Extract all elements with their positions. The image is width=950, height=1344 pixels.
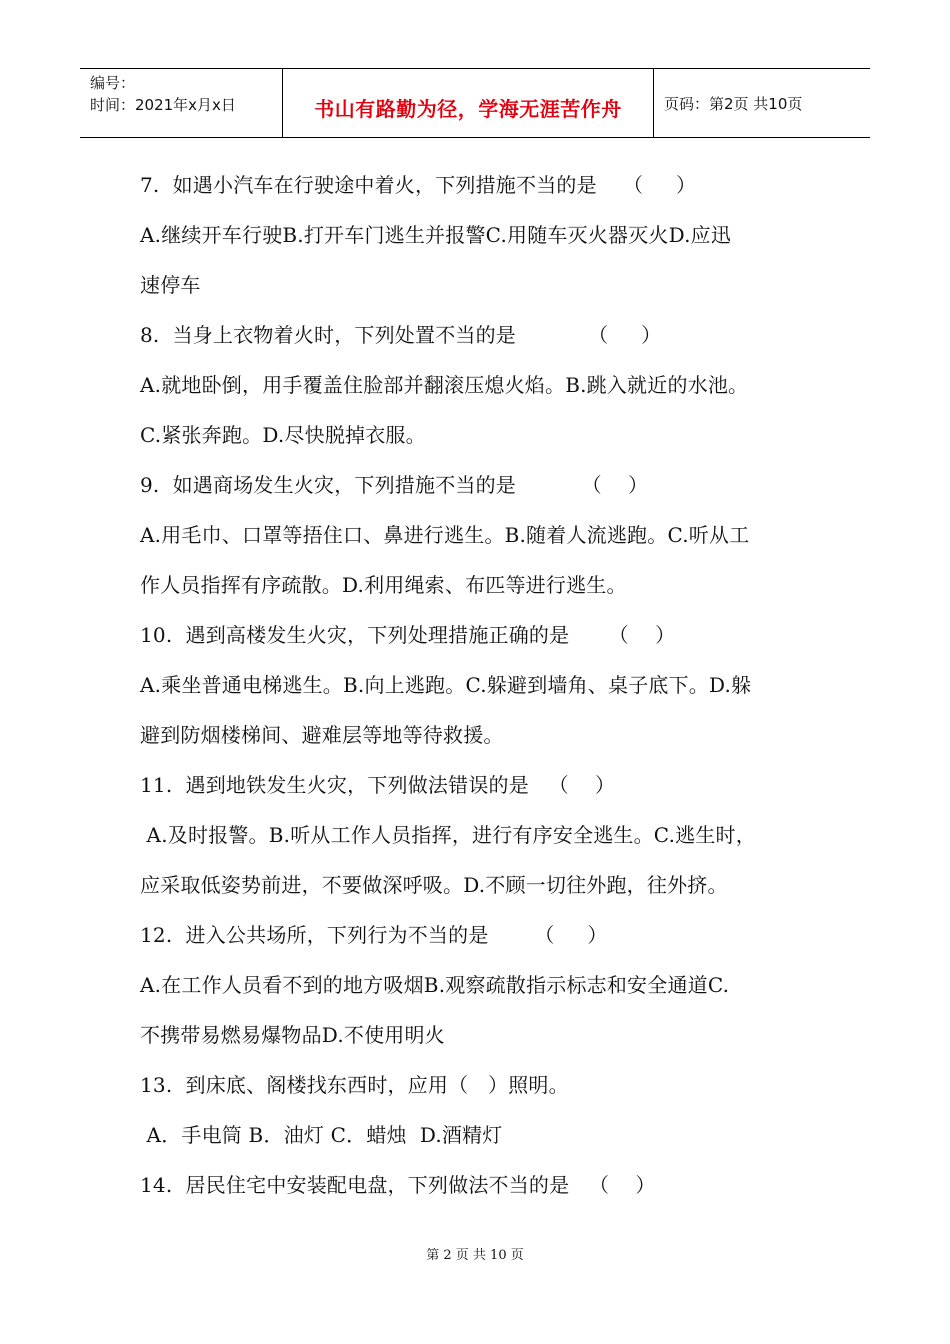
text-line: A.及时报警。B.听从工作人员指挥，进行有序安全逃生。C.逃生时， bbox=[140, 823, 756, 847]
text-line: 12. 进入公共场所，下列行为不当的是 （ ） bbox=[140, 923, 608, 947]
date-label: 时间：2021年x月x日 bbox=[90, 96, 236, 114]
text-line: A.乘坐普通电梯逃生。B.向上逃跑。C.躲避到墙角、桌子底下。D.躲 bbox=[140, 673, 752, 697]
text-line: 避到防烟楼梯间、避难层等地等待救援。 bbox=[140, 723, 504, 747]
text-line: 作人员指挥有序疏散。D.利用绳索、布匹等进行逃生。 bbox=[140, 573, 627, 597]
text-line: C.紧张奔跑。D.尽快脱掉衣服。 bbox=[140, 423, 426, 447]
text-line: 7. 如遇小汽车在行驶途中着火，下列措施不当的是 （ ） bbox=[140, 173, 697, 197]
page-info-text: 页码：第2页 共10页 bbox=[664, 94, 803, 113]
text-line: 9. 如遇商场发生火灾，下列措施不当的是 （ ） bbox=[140, 473, 649, 497]
text-line: 不携带易燃易爆物品D.不使用明火 bbox=[140, 1023, 445, 1047]
header-motto-cell bbox=[282, 69, 654, 137]
text-line: A.就地卧倒，用手覆盖住脸部并翻滚压熄火焰。B.跳入就近的水池。 bbox=[140, 373, 749, 397]
text-line: 应采取低姿势前进，不要做深呼吸。D.不顾一切往外跑，往外挤。 bbox=[140, 873, 728, 897]
text-line: 14. 居民住宅中安装配电盘，下列做法不当的是 （ ） bbox=[140, 1173, 656, 1197]
text-line: 8. 当身上衣物着火时，下列处置不当的是 （ ） bbox=[140, 323, 662, 347]
number-label: 编号： bbox=[90, 74, 136, 92]
header-page-info bbox=[654, 69, 870, 137]
text-line: A.继续开车行驶B.打开车门逃生并报警C.用随车灭火器灭火D.应迅 bbox=[140, 223, 732, 247]
page-footer: 第 2 页 共 10 页 bbox=[426, 1248, 524, 1263]
text-line: A.在工作人员看不到的地方吸烟B.观察疏散指示标志和安全通道C. bbox=[140, 973, 730, 997]
text-line: 13. 到床底、阁楼找东西时，应用（ ）照明。 bbox=[140, 1073, 569, 1097]
question-list bbox=[140, 160, 830, 1210]
text-line: A．手电筒 B．油灯 C．蜡烛 D.酒精灯 bbox=[140, 1123, 503, 1147]
header-meta bbox=[80, 69, 282, 137]
text-line: A.用毛巾、口罩等捂住口、鼻进行逃生。B.随着人流逃跑。C.听从工 bbox=[140, 523, 750, 547]
page-header bbox=[80, 68, 870, 138]
text-line: 速停车 bbox=[140, 273, 201, 297]
motto-text: 书山有路勤为径，学海无涯苦作舟 bbox=[314, 96, 622, 121]
text-line: 11. 遇到地铁发生火灾，下列做法错误的是 （ ） bbox=[140, 773, 616, 797]
text-line: 10. 遇到高楼发生火灾，下列处理措施正确的是 （ ） bbox=[140, 623, 676, 647]
